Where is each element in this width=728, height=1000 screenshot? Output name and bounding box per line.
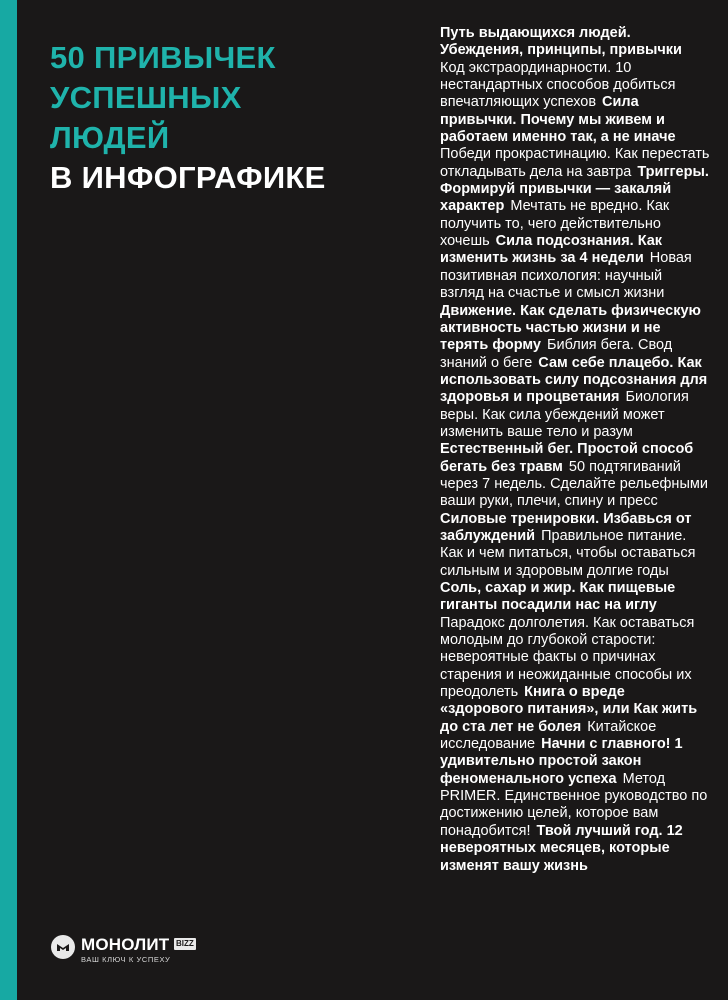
book-title: Триггеры. Формируй привычки — закаляй характер	[440, 163, 709, 215]
accent-stripe	[0, 0, 17, 1000]
book-subtitle: 50 подтягиваний через 7 недель. Сделайте рельефными ваши руки, плечи, спину и пресс	[440, 458, 708, 510]
publisher-logo	[51, 935, 241, 969]
book-title: Соль, сахар и жир. Как пищевые гиганты посадили нас на иглу	[440, 580, 676, 614]
title-line-1: 50 ПРИВЫЧЕК	[50, 40, 276, 75]
publisher-name: МОНОЛИТ	[81, 935, 170, 954]
book-item	[440, 60, 675, 111]
book-title: Начни с главного! 1 удивительно простой закон феноменального успеха	[440, 736, 683, 787]
title-line-2: УСПЕШНЫХ	[50, 80, 242, 115]
title-line-3: ЛЮДЕЙ	[50, 120, 170, 155]
book-subtitle: Победи прокрастинацию. Как перестать откладывать дела на завтра	[440, 146, 710, 180]
book-subtitle: Мечтать не вредно. Как получить то, чего действительно хочешь	[440, 198, 670, 250]
book-subtitle: Биология веры. Как сила убеждений может изменить ваше тело и разум	[440, 389, 689, 440]
book-subtitle: Код экстраординарности. 10 нестандартных способов добиться впечатляющих успехов	[440, 59, 676, 111]
book-subtitle: Библия бега. Свод знаний о беге	[440, 337, 673, 371]
book-title: Естественный бег. Простой способ бегать без травм	[440, 441, 694, 475]
publisher-badge: BIZZ	[176, 939, 194, 948]
book-title: Сила привычки. Почему мы живем и работаем именно так, а не иначе	[440, 94, 676, 146]
book-list	[440, 25, 710, 875]
book-subtitle: Китайское исследование	[440, 718, 657, 753]
book-subtitle: Правильное питание. Как и чем питаться, чтобы оставаться сильным и здоровым долгие годы	[440, 527, 696, 579]
book-subtitle: Метод PRIMER. Единственное руководство по достижению целей, которое вам понадобится!	[440, 770, 708, 839]
book-subtitle: Парадокс долголетия. Как оставаться молодым до глубокой старости: невероятные факты о причинах старения и неожиданные способы их преодолеть	[440, 614, 695, 701]
book-title: Силовые тренировки. Избавься от заблуждений	[440, 510, 692, 544]
book-subtitle: Убеждения, принципы, привычки	[440, 42, 682, 59]
book-subtitle: Новая позитивная психология: научный взгляд на счастье и смысл жизни	[440, 250, 692, 302]
book-item	[440, 25, 682, 58]
book-title: Твой лучший год. 12 невероятных месяцев, которые изменят вашу жизнь	[440, 822, 683, 874]
book-title: Сила подсознания. Как изменить жизнь за 4 недели	[440, 233, 663, 267]
book-title: Сам себе плацебо. Как использовать силу подсознания для здоровья и процветания	[440, 354, 708, 406]
book-title: Движение. Как сделать физическую активность частью жизни и не терять форму	[440, 302, 701, 354]
book-title: Путь выдающихся людей.	[440, 25, 631, 41]
book-title: Книга о вреде «здорового питания», или Как жить до ста лет не болея	[440, 684, 698, 735]
page-title	[50, 38, 380, 198]
title-line-4: В ИНФОГРАФИКЕ	[50, 160, 326, 195]
monolith-logo-icon	[51, 935, 75, 959]
book-item	[440, 580, 675, 613]
publisher-tagline: ВАШ КЛЮЧ К УСПЕХУ	[81, 955, 171, 964]
